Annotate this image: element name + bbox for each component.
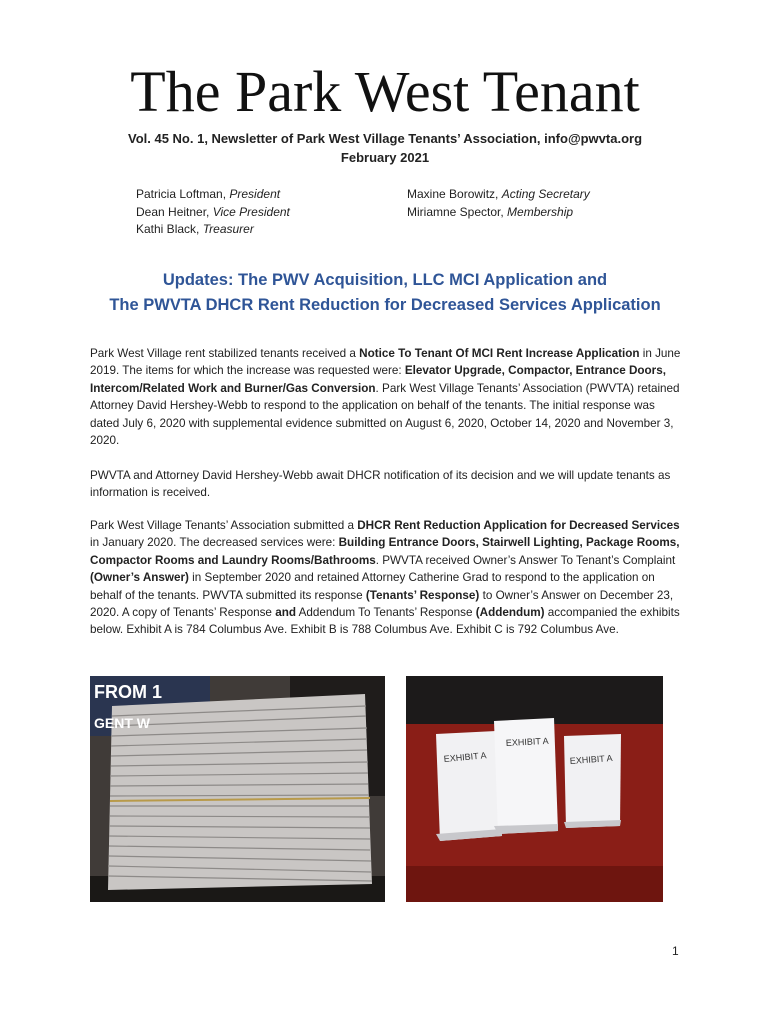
officer-membership: Miriamne Spector, Membership xyxy=(407,204,574,219)
body-text: . Park West Village Tenants’ Association (PWVTA) retained Attorney David Hershey-Webb to respond to the application on behalf of the tenants. The initial response was dated July 6, 2020 with supplemental evidence submitted on August 6, 2020, October 14, 2020 and November 3, 2020. xyxy=(90,381,680,448)
article-paragraph xyxy=(90,467,686,502)
emphasis-text: Notice To Tenant Of MCI Rent Increase Application xyxy=(359,347,640,360)
emphasis-text: (Addendum) xyxy=(475,606,545,620)
photo-exhibits xyxy=(406,676,663,902)
officers-right-column xyxy=(407,186,590,221)
emphasis-text: (Tenants’ Response) xyxy=(365,588,480,602)
body-text: Park West Village rent stabilized tenants received a xyxy=(90,347,360,360)
exhibit-label: EXHIBIT A xyxy=(443,750,487,764)
photo-document-stack xyxy=(90,676,385,902)
body-text: in September 2020 and retained Attorney Catherine Grad to respond to the application on behalf of the tenants. PWVTA submitted its response xyxy=(90,571,655,602)
body-text: Park West Village Tenants’ Association submitted a xyxy=(90,519,358,532)
sign-text: GENT W xyxy=(94,715,150,731)
body-text: . PWVTA received Owner’s Answer To Tenant’s Complaint xyxy=(375,553,676,567)
sign-text: FROM 1 xyxy=(94,682,163,702)
body-text: accompanied the exhibits below. Exhibit A is 784 Columbus Ave. Exhibit B is 788 Columbus Ave. Exhibit C is 792 Columbus Ave. xyxy=(90,606,680,637)
article-paragraph xyxy=(90,517,686,639)
body-text: in June 2019. The items for which the increase was requested were: xyxy=(90,347,681,378)
emphasis-text: and xyxy=(275,606,296,620)
emphasis-text: (Owner’s Answer) xyxy=(90,571,189,585)
issue-info: Vol. 45 No. 1, Newsletter of Park West Village Tenants’ Association, info@pwvta.org xyxy=(127,131,643,146)
masthead-title: The Park West Tenant xyxy=(130,59,640,124)
officers-left-column xyxy=(136,186,290,239)
exhibits-image xyxy=(406,676,663,902)
body-text: to Owner’s Answer on December 23, 2020. A copy of Tenants’ Response xyxy=(90,588,674,620)
exhibit-label: EXHIBIT A xyxy=(569,753,613,766)
article-headline-line2: The PWVTA DHCR Rent Reduction for Decreased Services Application xyxy=(109,296,661,314)
officer-secretary: Maxine Borowitz, Acting Secretary xyxy=(407,187,590,201)
emphasis-text: Building Entrance Doors, Stairwell Lighting, Package Rooms, Compactor Rooms and Laundry Rooms/Bathrooms xyxy=(90,536,680,567)
officer-treasurer: Kathi Black, Treasurer xyxy=(136,222,254,236)
body-text: PWVTA and Attorney David Hershey-Webb await DHCR notification of its decision and we will update tenants as information is received. xyxy=(90,469,671,500)
article-paragraph xyxy=(90,345,686,449)
page-number: 1 xyxy=(672,944,679,958)
body-text: Addendum To Tenants’ Response xyxy=(295,606,476,620)
officer-president: Patricia Loftman, President xyxy=(136,187,281,201)
emphasis-text: Elevator Upgrade, Compactor, Entrance Doors, Intercom/Related Work and Burner/Gas Conversion xyxy=(90,364,666,395)
issue-date: February 2021 xyxy=(340,150,430,165)
body-text: in January 2020. The decreased services were: xyxy=(90,536,339,550)
officer-vice-president: Dean Heitner, Vice President xyxy=(136,204,290,219)
exhibit-label: EXHIBIT A xyxy=(505,735,549,748)
article-headline-line1: Updates: The PWV Acquisition, LLC MCI Application and xyxy=(162,271,608,289)
emphasis-text: DHCR Rent Reduction Application for Decreased Services xyxy=(357,519,680,532)
document-stack-image xyxy=(90,676,385,902)
